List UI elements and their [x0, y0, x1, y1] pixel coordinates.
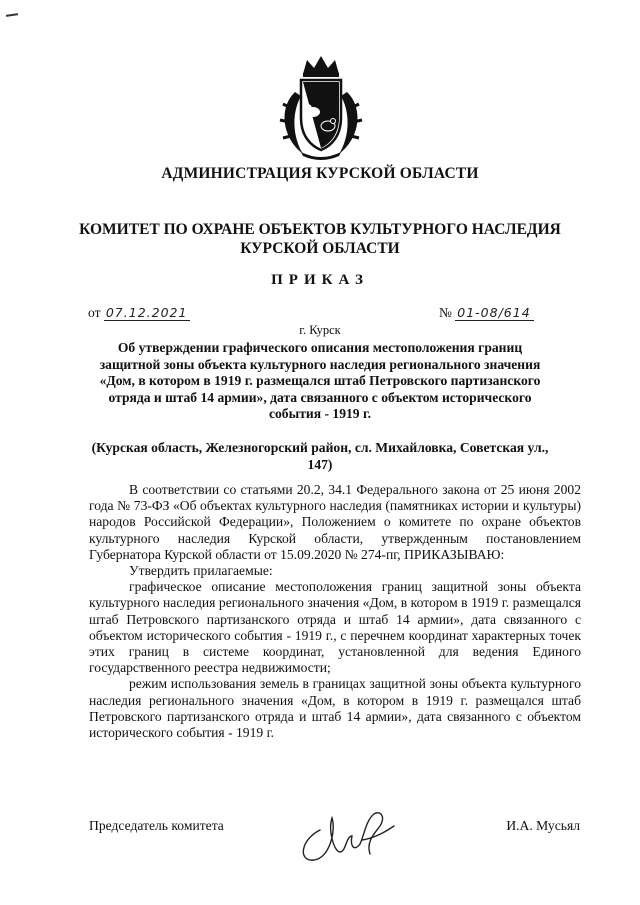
number-prefix: №: [439, 305, 452, 320]
signer-name: И.А. Мусьял: [506, 818, 580, 833]
date-line: [88, 305, 190, 321]
order-title: Об утверждении графического описания местоположения границ защитной зоны объекта культурного наследия регионального значения «Дом, в котором в 1919 г. размещался штаб Петровского партизанского отряда и штаб 14 армии», дата связанного с объектом исторического события - 1919 г.: [99, 340, 541, 421]
signer-position: Председатель комитета: [89, 818, 224, 833]
item-graphic-description: графическое описание местоположения границ защитной зоны объекта культурного наследия регионального значения «Дом, в котором в 1919 г. размещался штаб Петровского партизанского отряда и штаб 14 армии», дата связанного с объектом исторического события - 1919 г., с перечнем координат характерных точек этих границ в системе координат, установленной для ведения Единого государственного реестра недвижимости;: [89, 579, 581, 676]
date-value: 07.12.2021: [104, 305, 191, 321]
number-value: 01-08/614: [455, 305, 533, 321]
administration-name: АДМИНИСТРАЦИЯ КУРСКОЙ ОБЛАСТИ: [161, 165, 479, 182]
coat-of-arms-icon: [273, 52, 369, 160]
number-line: [439, 305, 534, 321]
order-body: [89, 482, 581, 741]
scan-mark: [6, 13, 18, 17]
object-address: (Курская область, Железногорский район, сл. Михайловка, Советская ул., 147): [91, 440, 549, 472]
committee-name: КОМИТЕТ ПО ОХРАНЕ ОБЪЕКТОВ КУЛЬТУРНОГО НАСЛЕДИЯ КУРСКОЙ ОБЛАСТИ: [79, 221, 561, 257]
preamble-paragraph: В соответствии со статьями 20.2, 34.1 Федерального закона от 25 июня 2002 года № 73-ФЗ «Об объектах культурного наследия (памятниках истории и культуры) народов Российской Федерации», Положением о комитете по охране объектов культурного наследия Курской области, утвержденным постановлением Губернатора Курской области от 15.09.2020 № 274-пг, ПРИКАЗЫВАЮ:: [89, 482, 581, 562]
approve-paragraph: Утвердить прилагаемые:: [129, 563, 273, 579]
document-type: ПРИКАЗ: [271, 272, 369, 288]
handwritten-signature: [290, 800, 400, 870]
date-prefix: от: [88, 305, 101, 320]
city: г. Курск: [299, 323, 341, 337]
item-land-use-regime: режим использования земель в границах защитной зоны объекта культурного наследия регионального значения «Дом, в котором в 1919 г. размещался штаб Петровского партизанского отряда и штаб 14 армии», дата связанного с объектом исторического события - 1919 г.: [89, 676, 581, 741]
